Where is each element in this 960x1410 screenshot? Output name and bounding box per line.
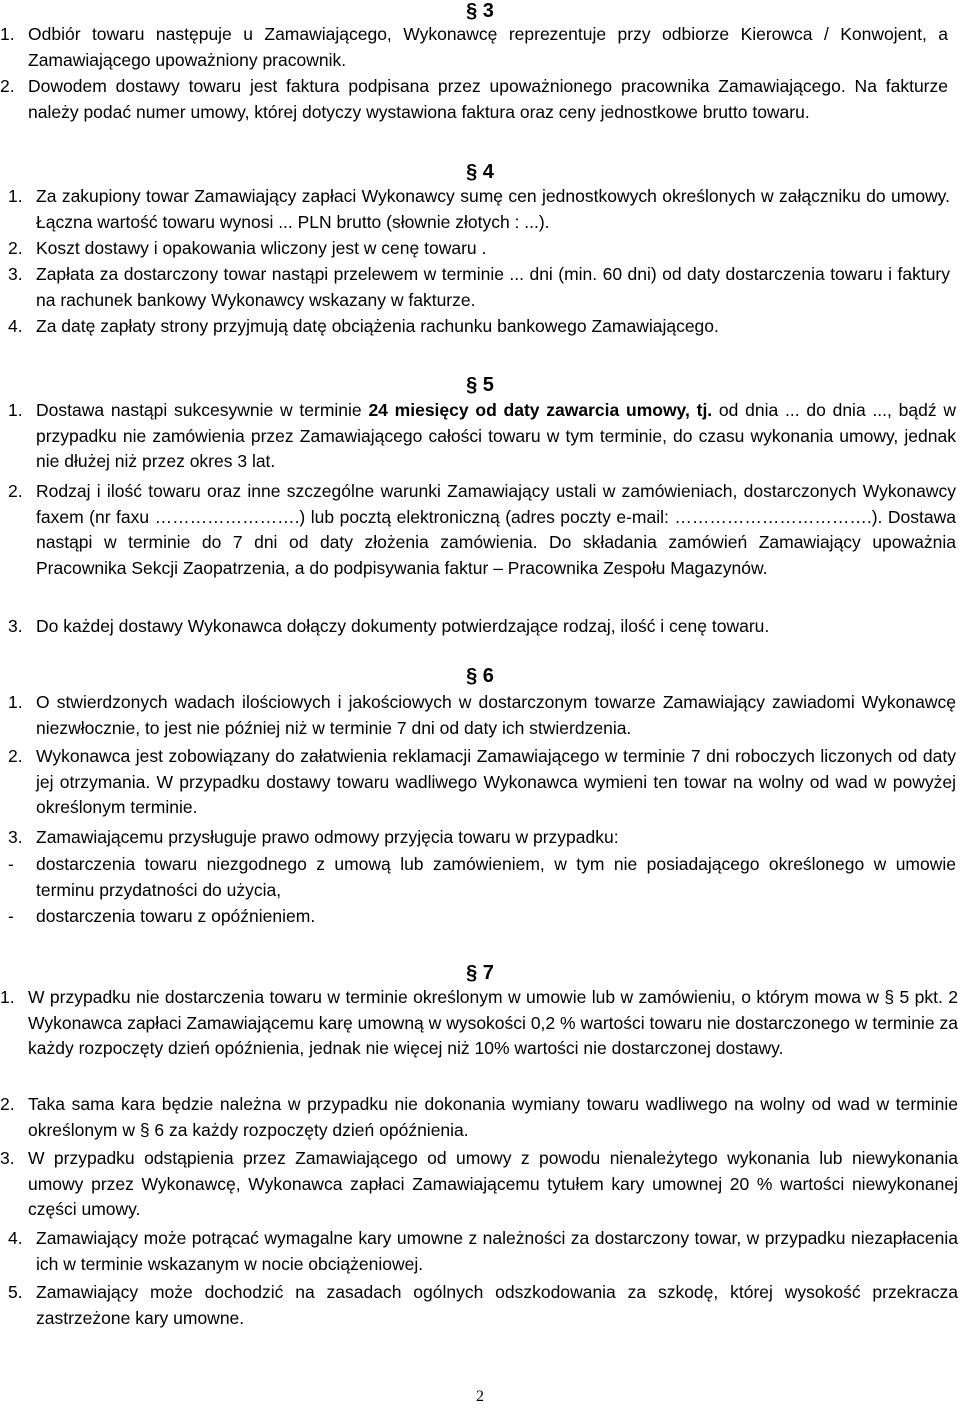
s6-dash-item-1-text: dostarczenia towaru niezgodnego z umową lub zamówieniem, w tym nie posiadającego określonego w umowie terminu przydatności do użycia, (36, 854, 956, 900)
s6-dash-item-2 (8, 904, 956, 930)
s3-item-2 (0, 74, 948, 125)
s7-item-5-text: Zamawiający może dochodzić na zasadach ogólnych odszkodowania za szkodę, której wysokość przekracza zastrzeżone kary umowne. (36, 1282, 958, 1328)
s7-item-4 (8, 1226, 958, 1277)
s6-item-3-text: Zamawiającemu przysługuje prawo odmowy przyjęcia towaru w przypadku: (36, 827, 619, 847)
s4-item-1 (8, 184, 950, 235)
s7-item-2 (0, 1092, 958, 1143)
s5-item-1-text-bold: 24 miesięcy od daty zawarcia umowy, tj. (368, 400, 713, 420)
s4-item-1-number: 1. (8, 186, 23, 206)
s5-item-2-text: Rodzaj i ilość towaru oraz inne szczególne warunki Zamawiający ustali w zamówieniach, dostarczonych Wykonawcy faxem (nr faxu …………………….) lub pocztą elektroniczną (adres poczty e-mail: …………………………….). Dostawa nastąpi w terminie do 7 dni od daty złożenia zamówienia. Do składania zamówień Zamawiający upoważnia Pracownika Sekcji Zaopatrzenia, a do podpisywania faktur – Pracownika Zespołu Magazynów. (36, 481, 956, 578)
s5-item-1 (8, 398, 957, 475)
s7-item-2-number: 2. (0, 1094, 15, 1114)
section-3-heading: § 3 (466, 0, 494, 22)
section-6-heading: § 6 (466, 665, 494, 687)
s4-item-2 (8, 236, 950, 262)
s6-item-2-number: 2. (8, 746, 23, 766)
s6-dash-item-1-marker: - (8, 854, 14, 874)
s5-item-3 (8, 614, 956, 640)
page-number: 2 (476, 1388, 484, 1405)
s6-item-3-number: 3. (8, 827, 23, 847)
s4-item-1-text: Za zakupiony towar Zamawiający zapłaci Wykonawcy sumę cen jednostkowych określonych w załączniku do umowy. Łączna wartość towaru wynosi ... PLN brutto (słownie złotych : ...). (36, 186, 950, 232)
s6-dash-item-1 (8, 852, 956, 903)
s7-item-4-number: 4. (8, 1228, 23, 1248)
s3-item-1-number: 1. (0, 24, 15, 44)
s4-item-4 (8, 314, 950, 340)
s4-item-3 (8, 262, 950, 313)
s7-item-4-text: Zamawiający może potrącać wymagalne kary umowne z należności za dostarczony towar, w przypadku niezapłacenia ich w terminie wskazanym w nocie obciążeniowej. (36, 1228, 958, 1274)
s6-item-1 (8, 690, 956, 741)
section-7-heading: § 7 (466, 962, 494, 984)
s7-item-2-text: Taka sama kara będzie należna w przypadku nie dokonania wymiany towaru wadliwego na wolny od wad w terminie określonym w § 6 za każdy rozpoczęty dzień opóźnienia. (28, 1094, 958, 1140)
s7-item-1 (0, 985, 958, 1062)
s6-item-2 (8, 744, 956, 821)
s4-item-2-number: 2. (8, 238, 23, 258)
s6-dash-item-2-marker: - (8, 906, 14, 926)
s3-item-2-number: 2. (0, 76, 15, 96)
s5-item-1-number: 1. (8, 400, 23, 420)
s6-dash-item-2-text: dostarczenia towaru z opóźnieniem. (36, 906, 316, 926)
s7-item-1-number: 1. (0, 987, 15, 1007)
s6-item-1-text: O stwierdzonych wadach ilościowych i jakościowych w dostarczonym towarze Zamawiający zawiadomi Wykonawcę niezwłocznie, to jest nie później niż w terminie 7 dni od daty ich stwierdzenia. (36, 692, 956, 738)
s5-item-1-text-b: od dnia ... do dnia ..., bądź w przypadku nie zamówienia przez Zamawiającego całości towaru w tym terminie, do czasu wykonania umowy, jednak nie dłużej niż przez okres 3 lat. (36, 400, 957, 472)
s7-item-1-text: W przypadku nie dostarczenia towaru w terminie określonym w umowie lub w zamówieniu, o którym mowa w § 5 pkt. 2 Wykonawca zapłaci Zamawiającemu karę umowną w wysokości 0,2 % wartości towaru nie dostarczonego w terminie za każdy rozpoczęty dzień opóźnienia, jednak nie więcej niż 10% wartości nie dostarczonej dostawy. (28, 987, 958, 1059)
s6-item-2-text: Wykonawca jest zobowiązany do załatwienia reklamacji Zamawiającego w terminie 7 dni roboczych liczonych od daty jej otrzymania. W przypadku dostawy towaru wadliwego Wykonawca wymieni ten towar na wolny od wad w powyżej określonym terminie. (36, 746, 956, 818)
s4-item-4-number: 4. (8, 316, 23, 336)
s7-item-5 (8, 1280, 958, 1331)
s5-item-2 (8, 479, 956, 581)
s4-item-3-number: 3. (8, 264, 23, 284)
s5-item-2-number: 2. (8, 481, 23, 501)
s7-item-3-text: W przypadku odstąpienia przez Zamawiającego od umowy z powodu nienależytego wykonania lub niewykonania umowy przez Wykonawcę, Wykonawca zapłaci Zamawiającemu tytułem kary umownej 20 % wartości niewykonanej części umowy. (28, 1148, 958, 1220)
s5-item-3-number: 3. (8, 616, 23, 636)
section-4-heading: § 4 (466, 161, 494, 183)
s4-item-4-text: Za datę zapłaty strony przyjmują datę obciążenia rachunku bankowego Zamawiającego. (36, 316, 719, 336)
s7-item-3-number: 3. (0, 1148, 15, 1168)
s7-item-5-number: 5. (8, 1282, 23, 1302)
s3-item-2-text: Dowodem dostawy towaru jest faktura podpisana przez upoważnionego pracownika Zamawiającego. Na fakturze należy podać numer umowy, której dotyczy wystawiona faktura oraz ceny jednostkowe brutto towaru. (28, 76, 948, 122)
s5-item-3-text: Do każdej dostawy Wykonawca dołączy dokumenty potwierdzające rodzaj, ilość i cenę towaru. (36, 616, 770, 636)
s6-item-3 (8, 825, 956, 851)
s4-item-3-text: Zapłata za dostarczony towar nastąpi przelewem w terminie ... dni (min. 60 dni) od daty dostarczenia towaru i faktury na rachunek bankowy Wykonawcy wskazany w fakturze. (36, 264, 950, 310)
s7-item-3 (0, 1146, 958, 1223)
s3-item-1-text: Odbiór towaru następuje u Zamawiającego, Wykonawcę reprezentuje przy odbiorze Kierowca / Konwojent, a Zamawiającego upoważniony pracownik. (28, 24, 948, 70)
s6-item-1-number: 1. (8, 692, 23, 712)
section-5-heading: § 5 (466, 374, 494, 396)
s3-item-1 (0, 22, 948, 73)
s4-item-2-text: Koszt dostawy i opakowania wliczony jest w cenę towaru . (36, 238, 487, 258)
s5-item-1-text-a: Dostawa nastąpi sukcesywnie w terminie (36, 400, 369, 420)
